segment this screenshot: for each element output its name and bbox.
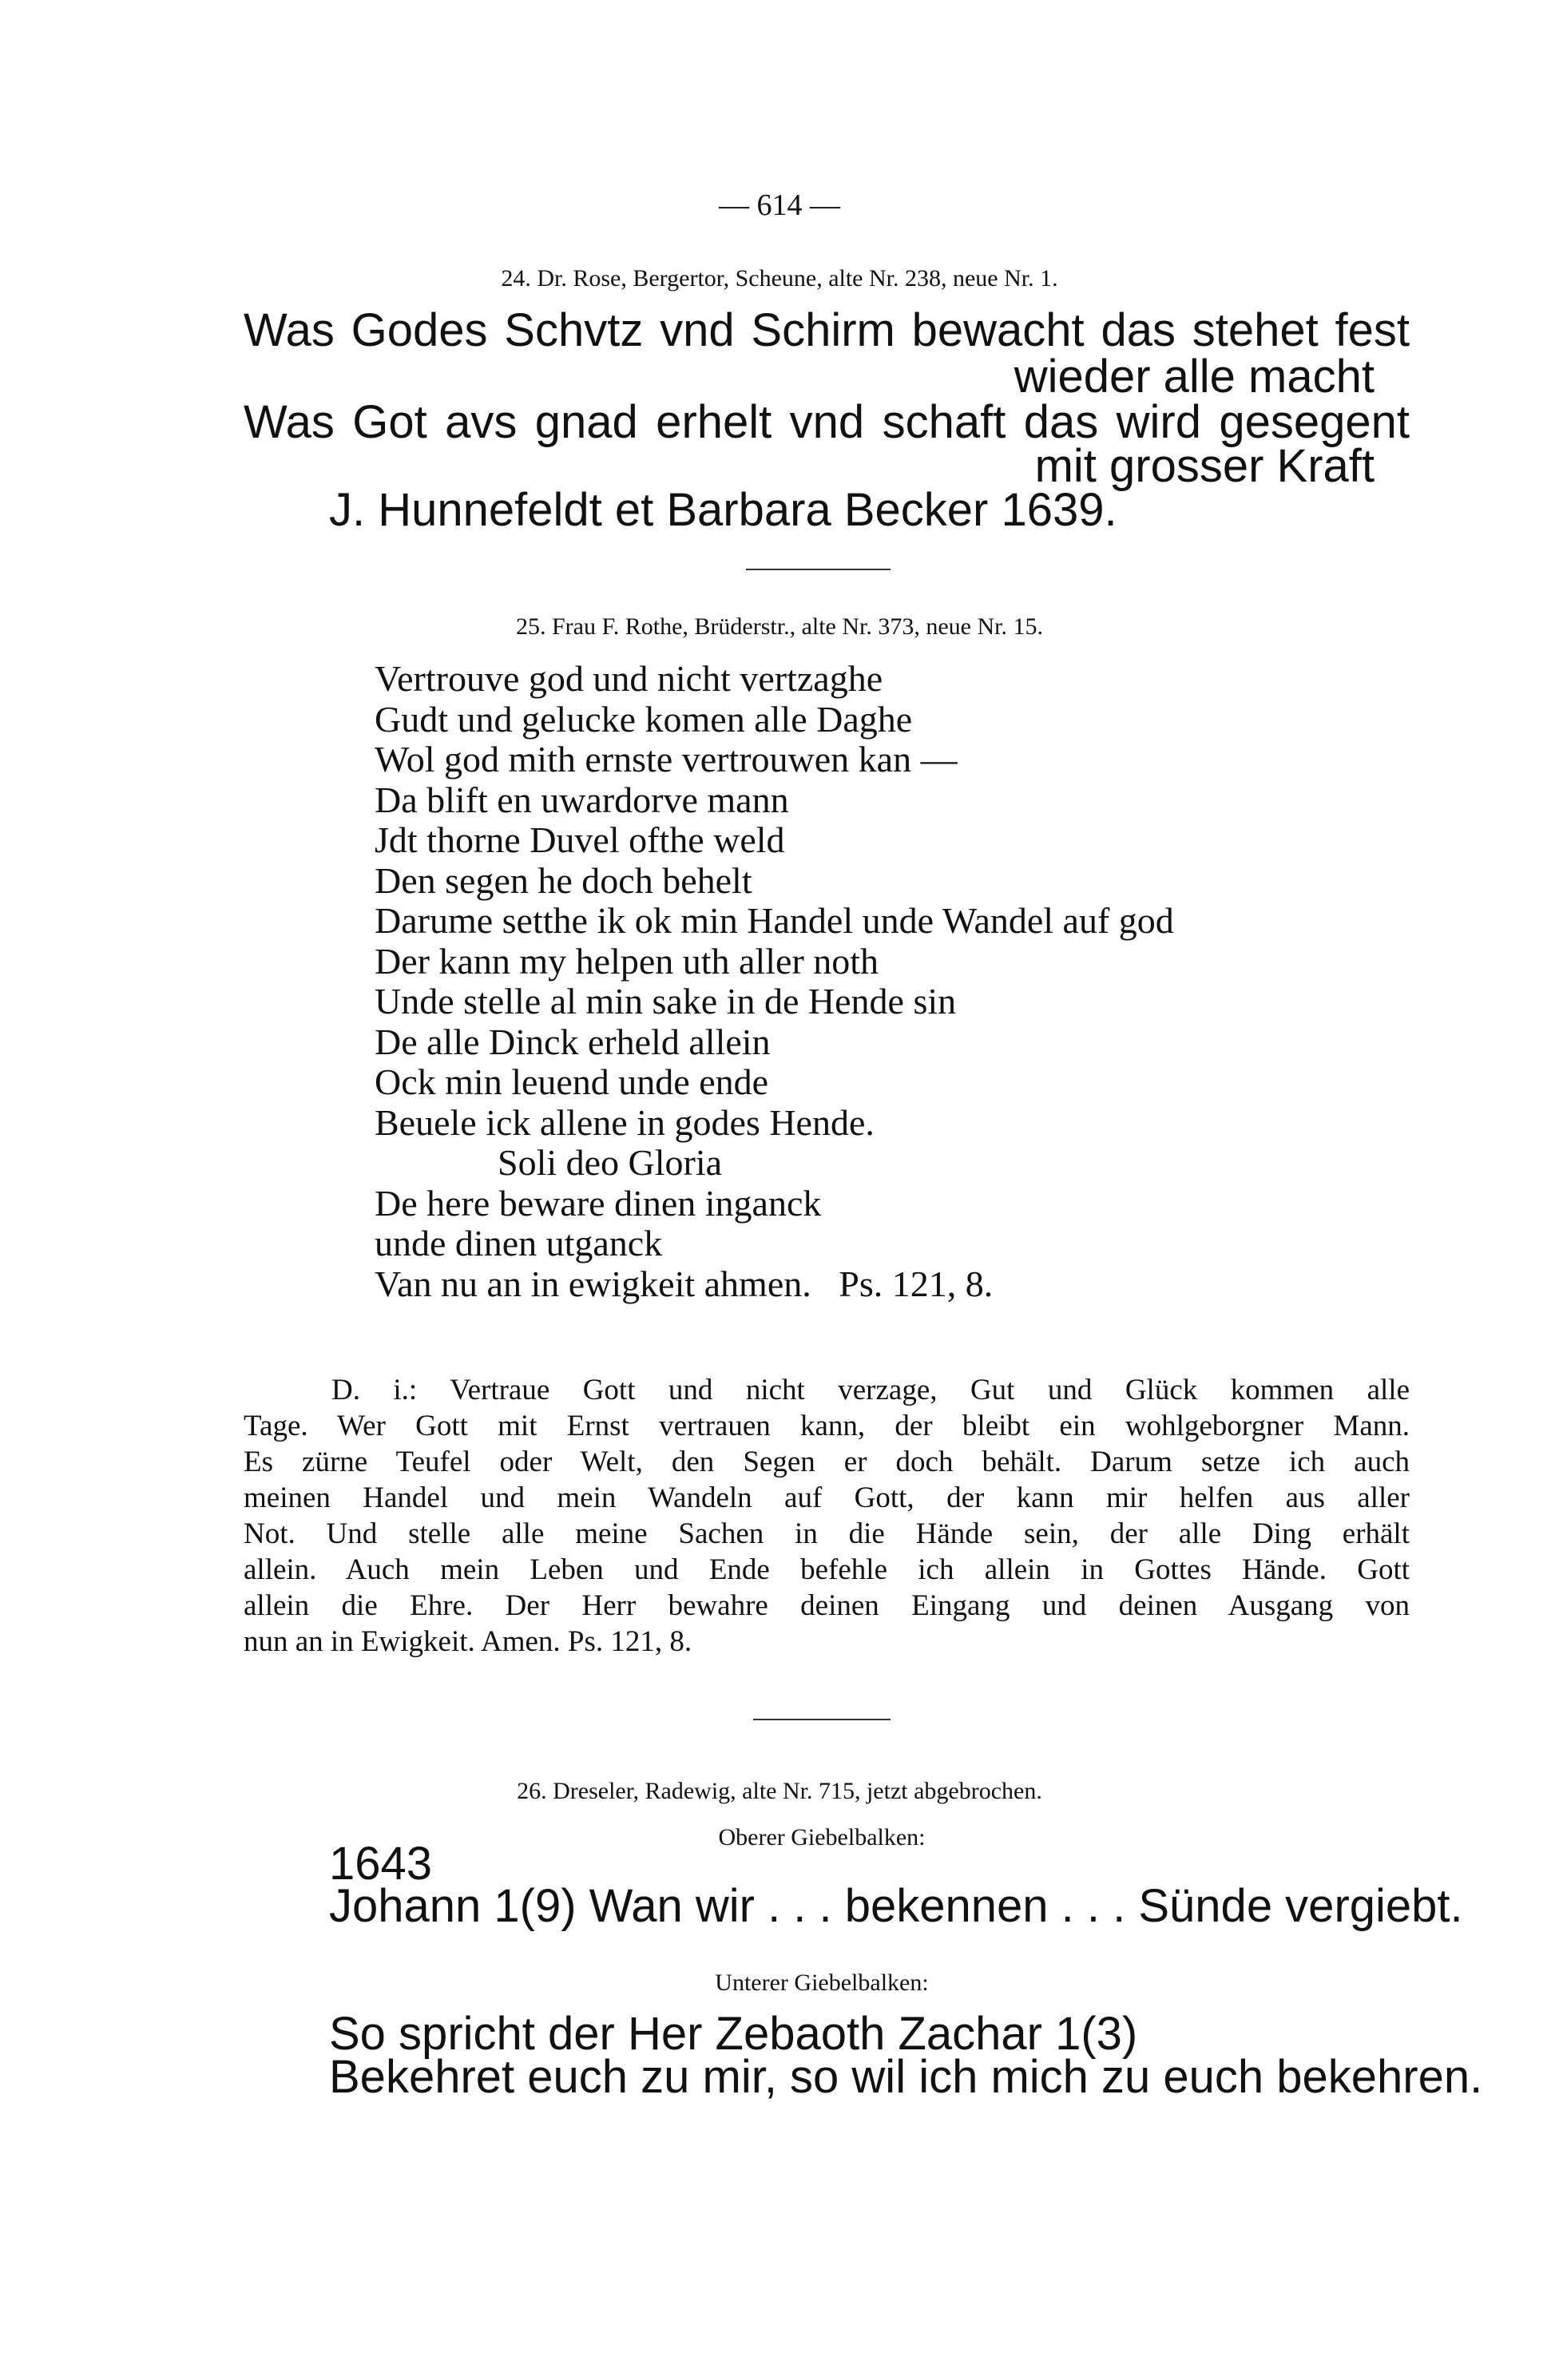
inscription-line: Was Got avs gnad erhelt vnd schaft das wird gesegent xyxy=(244,396,1410,448)
translation-line: allein. Auch mein Leben und Ende befehle ich allein in Gottes Hände. Gott xyxy=(244,1553,1410,1586)
translation-line: allein die Ehre. Der Herr bewahre deinen Eingang und deinen Ausgang von xyxy=(244,1589,1410,1622)
inscription-line: 1643 xyxy=(329,1838,433,1890)
fraktur-line: Vertrouve god und nicht vertzaghe xyxy=(375,658,883,699)
fraktur-line: Beuele ick allene in godes Hende. xyxy=(375,1102,875,1143)
inscription-line: mit grosser Kraft xyxy=(1034,440,1375,492)
fraktur-line: Den segen he doch behelt xyxy=(375,860,752,901)
entry-25-heading: 25. Frau F. Rothe, Brüderstr., alte Nr. 373, neue Nr. 15. xyxy=(515,613,1043,640)
fraktur-line: Unde stelle al min sake in de Hende sin xyxy=(375,981,957,1021)
translation-line: D. i.: Vertraue Gott und nicht verzage, Gut und Glück kommen alle xyxy=(331,1374,1410,1406)
fraktur-line: Van nu an in ewigkeit ahmen. Ps. 121, 8. xyxy=(375,1263,994,1304)
inscription-line: J. Hunnefeldt et Barbara Becker 1639. xyxy=(329,484,1117,536)
translation-line: Es zürne Teufel oder Welt, den Segen er doch behält. Darum setze ich auch xyxy=(244,1446,1410,1478)
inscription-line: wieder alle macht xyxy=(1014,351,1375,403)
page-number: — 614 — xyxy=(719,188,840,222)
fraktur-line: Gudt und gelucke komen alle Daghe xyxy=(375,699,913,740)
inscription-line: Johann 1(9) Wan wir . . . bekennen . . . Sünde vergiebt. xyxy=(329,1880,1463,1932)
translation-line: meinen Handel und mein Wandeln auf Gott, der kann mir helfen aus aller xyxy=(244,1482,1410,1514)
fraktur-line: Wol god mith ernste vertrouwen kan — xyxy=(375,739,958,779)
fraktur-line: De alle Dinck erheld allein xyxy=(375,1021,771,1062)
translation-line: Not. Und stelle alle meine Sachen in die Hände sein, der alle Ding erhält xyxy=(244,1517,1410,1550)
fraktur-line: Soli deo Gloria xyxy=(498,1142,723,1183)
entry-24-heading: 24. Dr. Rose, Bergertor, Scheune, alte Nr. 238, neue Nr. 1. xyxy=(501,265,1058,292)
section-divider xyxy=(753,1719,891,1720)
fraktur-line: Der kann my helpen uth aller noth xyxy=(375,941,879,982)
lower-beam-label: Unterer Giebelbalken: xyxy=(715,1969,929,1996)
fraktur-line: Darume setthe ik ok min Handel unde Wandel auf god xyxy=(375,900,1174,941)
fraktur-line: unde dinen utganck xyxy=(375,1223,663,1263)
fraktur-line: De here beware dinen inganck xyxy=(375,1183,822,1224)
inscription-line: So spricht der Her Zebaoth Zachar 1(3) xyxy=(329,2008,1138,2060)
fraktur-line: Da blift en uwardorve mann xyxy=(375,779,789,820)
fraktur-line: Ock min leuend unde ende xyxy=(375,1061,769,1102)
translation-line: Tage. Wer Gott mit Ernst vertrauen kann, der bleibt ein wohlgeborgner Mann. xyxy=(244,1410,1410,1442)
section-divider xyxy=(746,569,891,570)
translation-line: nun an in Ewigkeit. Amen. Ps. 121, 8. xyxy=(244,1625,692,1658)
inscription-line: Bekehret euch zu mir, so wil ich mich zu euch bekehren. xyxy=(329,2051,1483,2103)
inscription-line: Was Godes Schvtz vnd Schirm bewacht das stehet fest xyxy=(244,304,1410,356)
fraktur-line: Jdt thorne Duvel ofthe weld xyxy=(375,819,785,860)
entry-26-heading: 26. Dreseler, Radewig, alte Nr. 715, jetzt abgebrochen. xyxy=(517,1778,1042,1804)
upper-beam-label: Oberer Giebelbalken: xyxy=(718,1824,926,1850)
